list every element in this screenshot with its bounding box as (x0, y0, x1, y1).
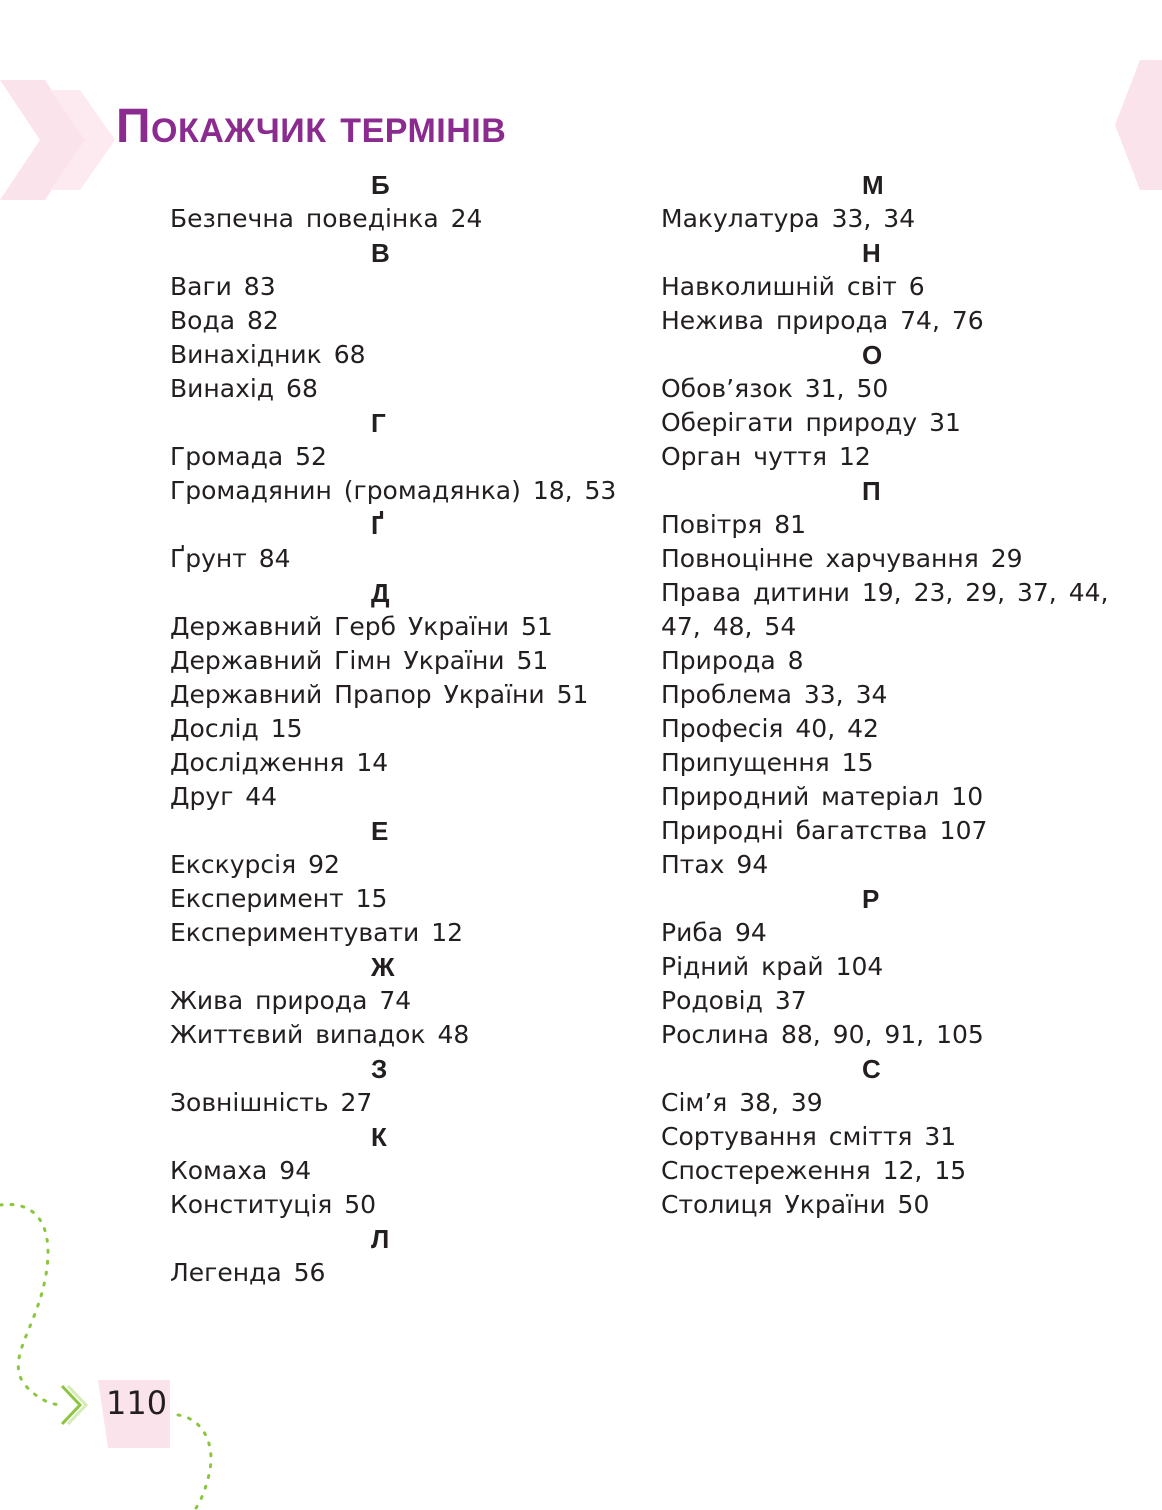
index-term: Сім’я 38, 39 (661, 1088, 823, 1117)
index-term: Безпечна поведінка 24 (170, 204, 483, 233)
index-column-right (661, 168, 1109, 1222)
index-term: Дослід 15 (170, 714, 303, 743)
index-term: Комаха 94 (170, 1156, 312, 1185)
index-letter-heading: М (862, 170, 884, 200)
index-term: Винахід 68 (170, 374, 318, 403)
index-term: Нежива природа 74, 76 (661, 306, 984, 335)
index-term: Екскурсія 92 (170, 850, 340, 879)
index-letter-heading: Н (862, 238, 881, 268)
index-term: Дослідження 14 (170, 748, 389, 777)
index-term: Права дитини 19, 23, 29, 37, 44, (661, 578, 1109, 607)
index-term: Державний Герб України 51 (170, 612, 553, 641)
index-term: Державний Гімн України 51 (170, 646, 549, 675)
index-term: Природні багатства 107 (661, 816, 988, 845)
index-column-left (170, 168, 617, 1290)
index-letter-heading: В (371, 238, 390, 268)
index-term: Орган чуття 12 (661, 442, 871, 471)
index-term: Птах 94 (661, 850, 769, 879)
index-term: Легенда 56 (170, 1258, 326, 1287)
index-term: Рослина 88, 90, 91, 105 (661, 1020, 984, 1049)
index-term: Ваги 83 (170, 272, 276, 301)
index-letter-heading: Б (371, 170, 390, 200)
index-letter-heading: П (862, 476, 881, 506)
index-letter-heading: Е (371, 816, 389, 846)
index-term: Державний Прапор України 51 (170, 680, 589, 709)
index-term: Жива природа 74 (170, 986, 412, 1015)
index-term: Макулатура 33, 34 (661, 204, 916, 233)
index-letter-heading: Л (371, 1224, 390, 1254)
index-term: Припущення 15 (661, 748, 874, 777)
index-letter-heading: Ґ (371, 510, 384, 540)
index-term: Ґрунт 84 (170, 544, 291, 573)
index-term: Громадянин (громадянка) 18, 53 (170, 476, 617, 505)
index-letter-heading: Д (371, 578, 390, 608)
index-letter-heading: О (862, 340, 883, 370)
index-term: Зовнішність 27 (170, 1088, 373, 1117)
index-term: Навколишній світ 6 (661, 272, 925, 301)
index-term: Природний матеріал 10 (661, 782, 984, 811)
index-term: Родовід 37 (661, 986, 807, 1015)
index-term: Винахідник 68 (170, 340, 366, 369)
index-term: Вода 82 (170, 306, 279, 335)
index-term: Повітря 81 (661, 510, 807, 539)
index-letter-heading: Р (862, 884, 880, 914)
index-letter-heading: К (371, 1122, 387, 1152)
index-term: Друг 44 (170, 782, 278, 811)
index-letter-heading: Г (371, 408, 386, 438)
index-term: Громада 52 (170, 442, 327, 471)
index-term: 47, 48, 54 (661, 612, 797, 641)
index-letter-heading: Ж (371, 952, 395, 982)
index-term: Конституція 50 (170, 1190, 377, 1219)
corner-decoration-right (1110, 40, 1162, 210)
index-term: Експериментувати 12 (170, 918, 464, 947)
index-term: Професія 40, 42 (661, 714, 879, 743)
index-term: Рідний край 104 (661, 952, 884, 981)
page-title: Покажчик термінів (116, 100, 507, 153)
index-term: Риба 94 (661, 918, 767, 947)
index-term: Сортування сміття 31 (661, 1122, 957, 1151)
index-term: Спостереження 12, 15 (661, 1156, 967, 1185)
index-term: Столиця України 50 (661, 1190, 930, 1219)
index-letter-heading: С (862, 1054, 881, 1084)
index-term: Природа 8 (661, 646, 804, 675)
index-term: Обов’язок 31, 50 (661, 374, 889, 403)
index-term: Проблема 33, 34 (661, 680, 888, 709)
index-term: Життєвий випадок 48 (170, 1020, 470, 1049)
page-number: 110 (106, 1384, 168, 1422)
index-term: Експеримент 15 (170, 884, 388, 913)
index-term: Повноцінне харчування 29 (661, 544, 1023, 573)
index-term: Оберігати природу 31 (661, 408, 961, 437)
index-letter-heading: З (371, 1054, 388, 1084)
